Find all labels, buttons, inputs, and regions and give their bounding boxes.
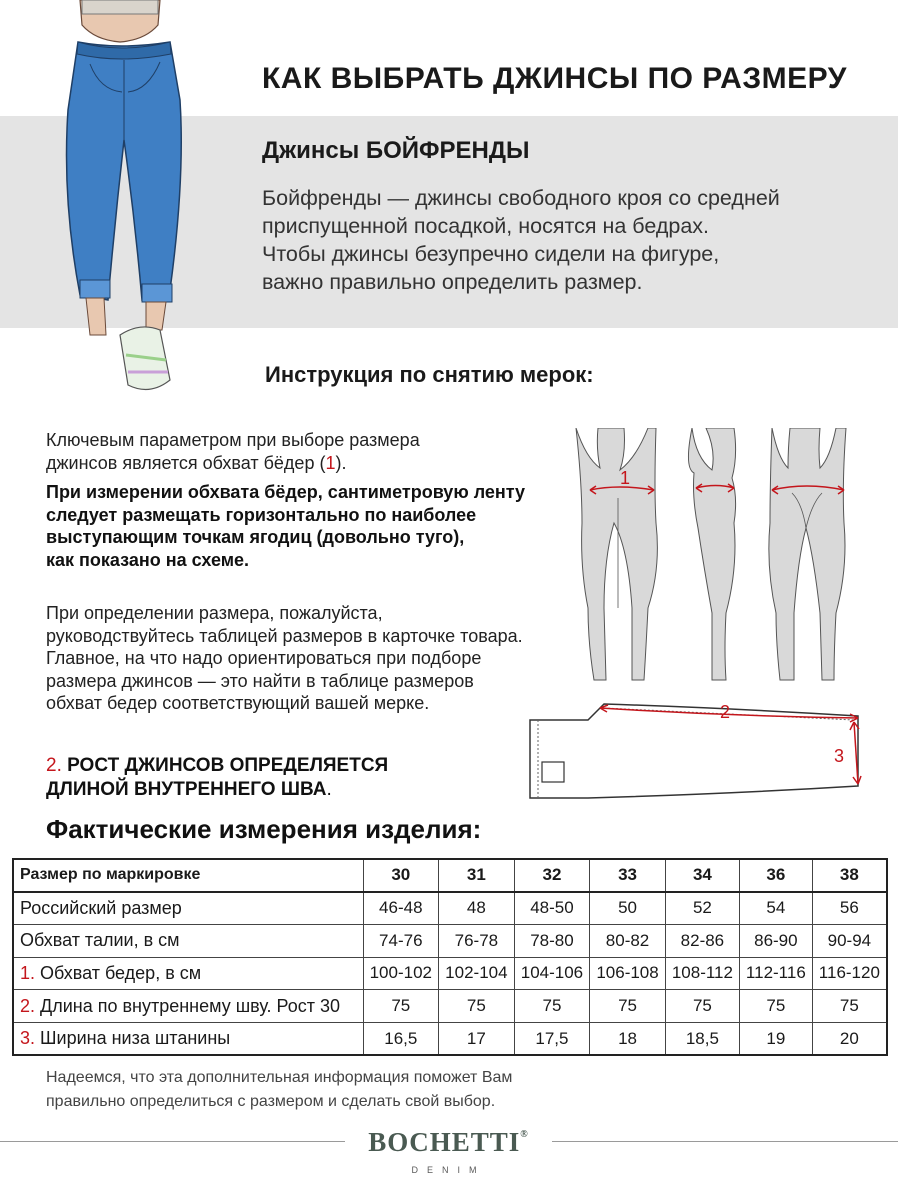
- paragraph-line: руководствуйтесь таблицей размеров в карточке товара.: [46, 625, 523, 646]
- page-title: КАК ВЫБРАТЬ ДЖИНСЫ ПО РАЗМЕРУ: [262, 62, 847, 95]
- intro-line: приспущенной посадкой, носятся на бедрах.: [262, 214, 709, 238]
- table-cell: 75: [665, 990, 739, 1023]
- measuring-tip-paragraph: [46, 481, 586, 571]
- size-header-cell: 30: [363, 859, 439, 892]
- brand-subtitle: DENIM: [411, 1165, 486, 1175]
- note-line: [46, 778, 388, 802]
- hip-number-marker: 1: [325, 452, 336, 473]
- intro-text: [262, 184, 862, 296]
- row-label: Обхват талии, в см: [20, 930, 180, 951]
- note-text: .: [326, 779, 332, 800]
- paragraph-line: При определении размера, пожалуйста,: [46, 603, 383, 623]
- paragraph-text: джинсов является обхват бёдер (: [46, 452, 326, 473]
- paragraph-text: ).: [335, 452, 347, 473]
- table-cell: 90-94: [812, 924, 887, 957]
- intro-line: важно правильно определить размер.: [262, 270, 643, 294]
- footer-note-line: Надеемся, что эта дополнительная информация поможет Вам: [46, 1069, 513, 1086]
- table-header-label: Размер по маркировке: [13, 859, 363, 892]
- note-line: [46, 754, 388, 778]
- brand-divider-left: [0, 1141, 345, 1142]
- note-text: ДЛИНОЙ ВНУТРЕННЕГО ШВА: [46, 779, 327, 800]
- table-cell: 74-76: [363, 924, 439, 957]
- size-header-cell: 38: [812, 859, 887, 892]
- table-header-row: [13, 859, 887, 892]
- inseam-length-label: 2: [720, 702, 731, 722]
- table-cell: 86-90: [739, 924, 812, 957]
- row-number-marker: 2.: [20, 995, 36, 1016]
- table-cell: 82-86: [665, 924, 739, 957]
- footer-note-line: правильно определиться с размером и сделать свой выбор.: [46, 1093, 496, 1110]
- jeans-flat-diagram: [528, 698, 868, 808]
- row-label: Обхват бедер, в см: [35, 962, 202, 983]
- table-cell: 17: [439, 1022, 515, 1055]
- table-row: [13, 892, 887, 925]
- row-label-cell: [13, 957, 363, 990]
- size-table-title: Фактические измерения изделия:: [46, 814, 482, 844]
- paragraph-line: Главное, на что надо ориентироваться при подборе: [46, 648, 482, 668]
- leg-width-label: 3: [834, 746, 845, 766]
- table-cell: 46-48: [363, 892, 439, 925]
- size-header-cell: 32: [514, 859, 590, 892]
- table-cell: 75: [812, 990, 887, 1023]
- table-cell: 17,5: [514, 1022, 590, 1055]
- row-label-cell: [13, 892, 363, 925]
- jeans-model-illustration: [20, 0, 210, 400]
- hip-measurement-figures: [566, 428, 856, 688]
- table-row: [13, 924, 887, 957]
- table-cell: 52: [665, 892, 739, 925]
- intro-line: Чтобы джинсы безупречно сидели на фигуре,: [262, 242, 720, 266]
- row-label-cell: [13, 1022, 363, 1055]
- brand-name: BOCHETTI: [368, 1127, 521, 1157]
- table-cell: 100-102: [363, 957, 439, 990]
- table-cell: 75: [439, 990, 515, 1023]
- table-cell: 108-112: [665, 957, 739, 990]
- row-number-marker: 3.: [20, 1028, 36, 1049]
- instructions-heading: Инструкция по снятию мерок:: [265, 362, 594, 387]
- inseam-height-note: [46, 754, 388, 802]
- table-cell: 75: [514, 990, 590, 1023]
- row-label: Ширина низа штанины: [35, 1028, 231, 1049]
- paragraph-line: следует размещать горизонтально по наиболее: [46, 504, 477, 525]
- brand-logo: [345, 1127, 552, 1158]
- table-row: [13, 990, 887, 1023]
- paragraph-line: обхват бедер соответствующий вашей мерке.: [46, 693, 430, 713]
- table-row: [13, 957, 887, 990]
- paragraph-line: размера джинсов — это найти в таблице размеров: [46, 670, 474, 691]
- note-text: РОСТ ДЖИНСОВ ОПРЕДЕЛЯЕТСЯ: [61, 755, 389, 776]
- row-label-cell: [13, 924, 363, 957]
- table-cell: 56: [812, 892, 887, 925]
- brand-divider-right: [552, 1141, 898, 1142]
- table-cell: 102-104: [439, 957, 515, 990]
- paragraph-line: [46, 452, 586, 475]
- size-header-cell: 36: [739, 859, 812, 892]
- size-header-cell: 34: [665, 859, 739, 892]
- table-cell: 50: [590, 892, 666, 925]
- table-cell: 48: [439, 892, 515, 925]
- row-label: Длина по внутреннему шву. Рост 30: [35, 995, 341, 1016]
- hip-param-paragraph: [46, 429, 586, 474]
- table-row: [13, 1022, 887, 1055]
- row-label-cell: [13, 990, 363, 1023]
- table-cell: 20: [812, 1022, 887, 1055]
- registered-mark: ®: [520, 1129, 529, 1140]
- paragraph-line: как показано на схеме.: [46, 549, 250, 570]
- table-cell: 80-82: [590, 924, 666, 957]
- footer-note: [46, 1066, 512, 1114]
- page-subtitle: Джинсы БОЙФРЕНДЫ: [262, 137, 530, 164]
- table-cell: 112-116: [739, 957, 812, 990]
- table-cell: 16,5: [363, 1022, 439, 1055]
- paragraph-line: выступающим точкам ягодиц (довольно туго),: [46, 527, 465, 547]
- table-cell: 104-106: [514, 957, 590, 990]
- size-table: [12, 858, 888, 1056]
- table-cell: 75: [739, 990, 812, 1023]
- table-cell: 48-50: [514, 892, 590, 925]
- inseam-number-marker: 2.: [46, 755, 62, 776]
- size-header-cell: 31: [439, 859, 515, 892]
- paragraph-line: При измерении обхвата бёдер, сантиметровую ленту: [46, 482, 526, 502]
- paragraph-line: Ключевым параметром при выборе размера: [46, 430, 420, 450]
- table-cell: 19: [739, 1022, 812, 1055]
- table-cell: 76-78: [439, 924, 515, 957]
- hip-label: 1: [620, 468, 631, 488]
- table-cell: 78-80: [514, 924, 590, 957]
- size-header-cell: 33: [590, 859, 666, 892]
- table-cell: 75: [363, 990, 439, 1023]
- size-table-advice-paragraph: [46, 602, 586, 715]
- table-cell: 18: [590, 1022, 666, 1055]
- table-cell: 54: [739, 892, 812, 925]
- table-cell: 116-120: [812, 957, 887, 990]
- table-cell: 75: [590, 990, 666, 1023]
- table-cell: 106-108: [590, 957, 666, 990]
- row-label: Российский размер: [20, 897, 182, 918]
- intro-line: Бойфренды — джинсы свободного кроя со средней: [262, 186, 780, 210]
- row-number-marker: 1.: [20, 962, 36, 983]
- table-cell: 18,5: [665, 1022, 739, 1055]
